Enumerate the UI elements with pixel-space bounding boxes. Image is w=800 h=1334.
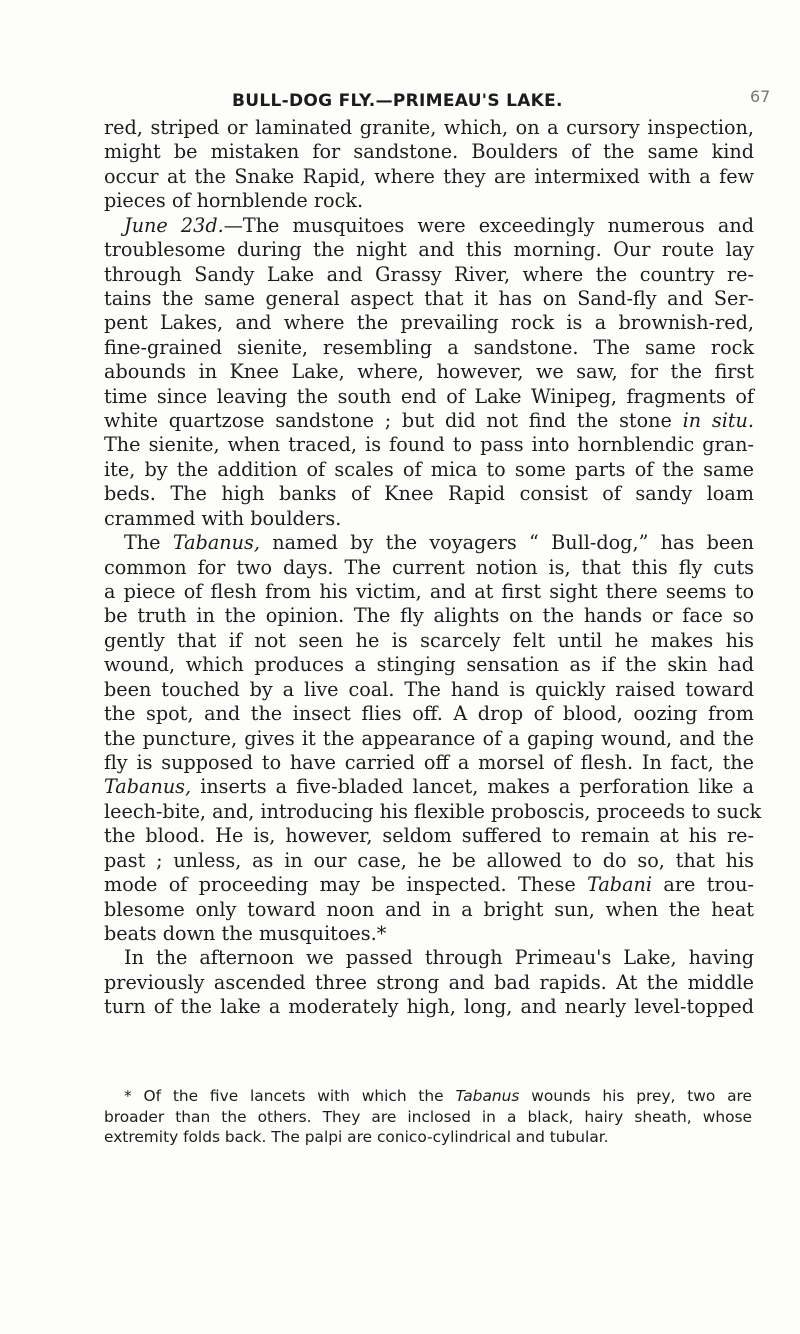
body-text [104,116,762,1020]
text-line [104,995,754,1019]
text-run: * Of the five lancets with which the [124,1087,456,1105]
text-run: white quartzose sandstone ; but did not find the stone [104,409,672,433]
text-run: abounds in Knee Lake, where, however, we saw, for the first [104,360,754,384]
text-run: blesome only toward noon and in a bright sun, when the heat [104,897,754,921]
italic-text: June 23d. [124,213,224,237]
footnote-line [104,1086,752,1107]
text-run: pent Lakes, and where the prevailing rock is a brownish-red, [104,311,754,335]
text-run: beats down the musquitoes.* [104,921,387,945]
footnote-line [104,1107,752,1128]
italic-text: Tabanus [455,1087,520,1105]
text-run: the puncture, gives it the appearance of a gaping wound, and the [104,726,754,750]
text-line [104,263,754,287]
text-run: common for two days. The current notion is, that this fly cuts [104,555,754,579]
running-title: BULL-DOG FLY.—PRIMEAU'S LAKE. [232,91,563,111]
text-run: past ; unless, as in our case, he be allowed to do so, that his [104,848,754,872]
text-line [104,360,754,384]
text-run: might be mistaken for sandstone. Boulders of the same kind [104,140,754,164]
text-run: turn of the lake a moderately high, long, and nearly level-topped [104,995,754,1019]
text-line [104,214,754,238]
footnote-line [104,1127,752,1148]
text-run: inserts a five-bladed lancet, makes a perforation like a [191,775,754,799]
text-run: occur at the Snake Rapid, where they are intermixed with a few [104,164,754,188]
text-line [104,482,754,506]
text-run: are trou- [652,873,754,897]
text-line [104,531,754,555]
text-line [104,971,754,995]
text-line [104,580,754,604]
text-line [104,458,754,482]
text-run: The [124,531,173,555]
text-line [104,824,754,848]
text-line [104,604,754,628]
text-run: be truth in the opinion. The fly alights on the hands or face so [104,604,754,628]
text-run: ite, by the addition of scales of mica to some parts of the same [104,457,754,481]
text-line [104,653,754,677]
text-line [104,140,754,164]
text-line [104,433,754,457]
text-run: extremity folds back. The palpi are conico-cylindrical and tubular. [104,1128,609,1147]
text-run: time since leaving the south end of Lake Winipeg, fragments of [104,384,754,408]
text-line [104,946,754,970]
text-run: pieces of hornblende rock. [104,189,364,213]
text-run: The sienite, when traced, is found to pass into hornblendic gran- [104,433,754,457]
italic-text: in situ. [671,409,754,433]
page-number: 67 [750,87,771,106]
text-run: —The musquitoes were exceedingly numerous and [223,213,754,237]
text-run: the blood. He is, however, seldom suffered to remain at his re- [104,824,754,848]
text-run: troublesome during the night and this morning. Our route lay [104,238,754,262]
text-line [104,873,754,897]
text-line [104,165,754,189]
text-run: In the afternoon we passed through Primeau's Lake, having [124,946,754,970]
text-run: fly is supposed to have carried off a morsel of flesh. In fact, the [104,750,754,774]
text-run: gently that if not seen he is scarcely felt until he makes his [104,628,754,652]
text-line [104,727,754,751]
text-run: red, striped or laminated granite, which, on a cursory inspection, [104,116,754,139]
text-line [104,409,754,433]
text-line [104,678,754,702]
italic-text: Tabanus, [172,531,260,555]
text-line [104,311,754,335]
text-run: crammed with boulders. [104,506,342,530]
italic-text: Tabanus, [104,775,192,799]
text-line [104,287,754,311]
text-line [104,775,754,799]
text-line [104,336,754,360]
text-run: beds. The high banks of Knee Rapid consist of sandy loam [104,482,754,506]
running-head [0,87,800,115]
text-line [104,189,754,213]
text-line [104,898,754,922]
text-line [104,799,762,824]
text-run: previously ascended three strong and bad rapids. At the middle [104,970,754,994]
text-run: through Sandy Lake and Grassy River, where the country re- [104,262,754,286]
text-run: a piece of flesh from his victim, and at first sight there seems to [104,580,754,604]
text-run: mode of proceeding may be inspected. These [104,873,588,897]
text-run: named by the voyagers “ Bull-dog,” has been [259,531,754,555]
text-run: wounds his prey, two are [519,1087,752,1105]
text-line [104,385,754,409]
text-run: wound, which produces a stinging sensation as if the skin had [104,653,754,677]
text-line [104,556,754,580]
text-line [104,751,754,775]
text-run: broader than the others. They are inclosed in a black, hairy sheath, whose [104,1107,752,1126]
footnote [104,1086,752,1148]
text-run: been touched by a live coal. The hand is quickly raised toward [104,677,754,701]
text-line [104,629,754,653]
text-line [104,238,754,262]
text-run: leech-bite, and, introducing his flexible proboscis, proceeds to suck [104,799,762,823]
text-run: tains the same general aspect that it has on Sand-fly and Ser- [104,286,754,310]
text-run: the spot, and the insect flies off. A drop of blood, oozing from [104,702,754,726]
text-line [104,849,754,873]
text-line [104,922,754,946]
text-line [104,507,754,531]
italic-text: Tabani [587,873,653,897]
text-run: fine-grained sienite, resembling a sandstone. The same rock [104,335,754,359]
text-line [104,702,754,726]
text-line [104,116,754,140]
